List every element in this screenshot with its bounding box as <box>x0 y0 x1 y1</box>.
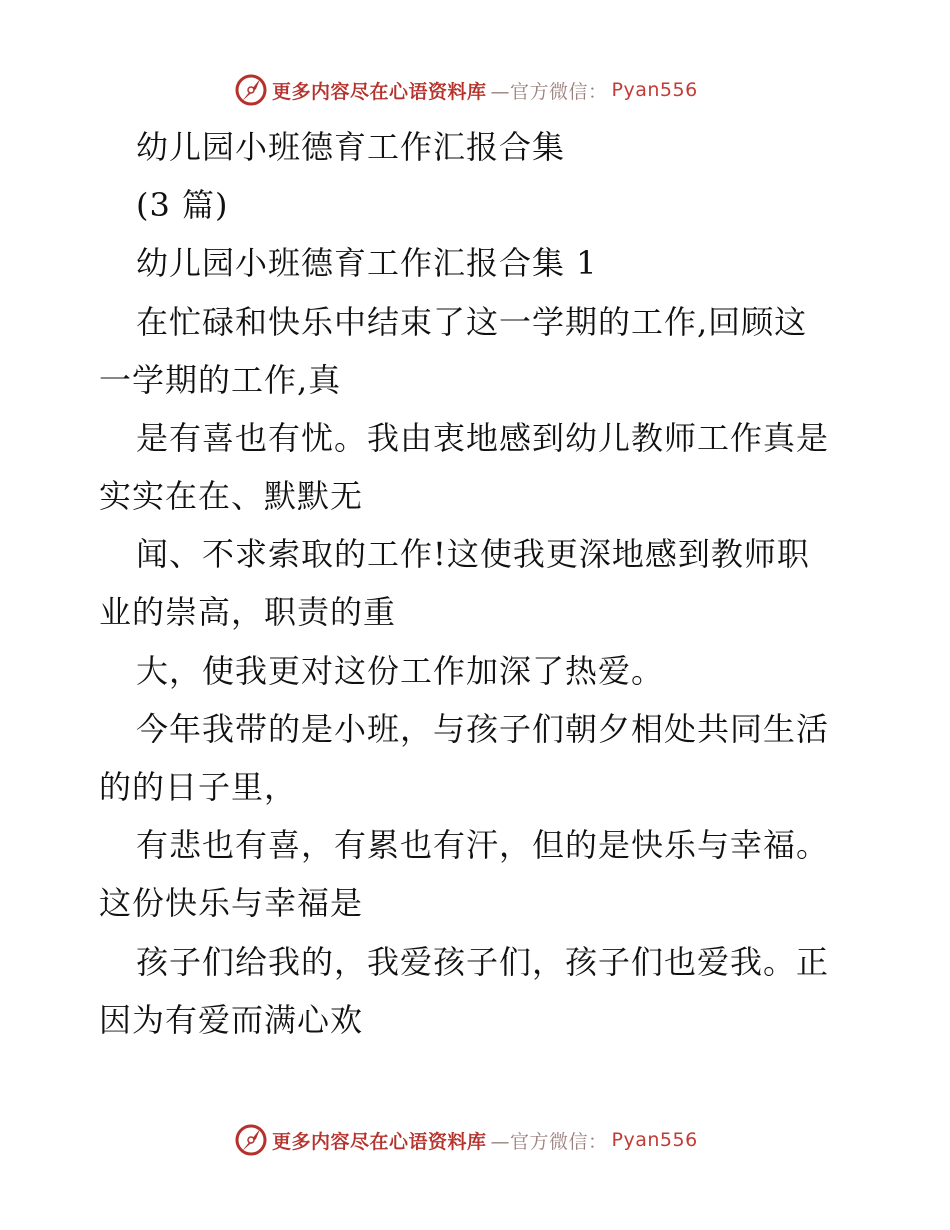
banner-wechat-id: Pyan556 <box>611 1129 698 1151</box>
paragraph-line: 今年我带的是小班，与孩子们朝夕相处共同生活 <box>136 710 830 748</box>
banner-wechat-label: —官方微信： <box>490 1130 608 1153</box>
document-title: 幼儿园小班德育工作汇报合集 <box>136 128 566 166</box>
quill-logo-icon <box>234 73 268 107</box>
paragraph-line: 的的日子里， <box>99 768 298 806</box>
banner-wechat-id: Pyan556 <box>611 79 698 101</box>
quill-logo-icon <box>234 1123 268 1157</box>
paragraph-line: 在忙碌和快乐中结束了这一学期的工作,回顾这 <box>136 303 808 341</box>
section-heading: 幼儿园小班德育工作汇报合集 1 <box>136 244 598 282</box>
footer-banner <box>234 1122 698 1158</box>
paragraph-line: 大，使我更对这份工作加深了热爱。 <box>136 652 665 690</box>
paragraph-line: 业的崇高，职责的重 <box>99 593 397 631</box>
paragraph-line: 闻、不求索取的工作!这使我更深地感到教师职 <box>136 535 810 573</box>
paragraph-line: 有悲也有喜，有累也有汗，但的是快乐与幸福。 <box>136 826 830 864</box>
paragraph-line: 这份快乐与幸福是 <box>99 884 364 922</box>
banner-wechat-label: —官方微信： <box>490 80 608 103</box>
document-subtitle: (3 篇) <box>136 186 229 224</box>
paragraph-line: 孩子们给我的，我爱孩子们，孩子们也爱我。正 <box>136 943 830 981</box>
banner-library-text: 更多内容尽在心语资料库 <box>272 1130 487 1153</box>
header-banner <box>234 72 698 108</box>
paragraph-line: 实实在在、默默无 <box>99 477 364 515</box>
paragraph-line: 因为有爱而满心欢 <box>99 1001 364 1039</box>
paragraph-line: 一学期的工作,真 <box>99 361 342 399</box>
banner-library-text: 更多内容尽在心语资料库 <box>272 80 487 103</box>
paragraph-line: 是有喜也有忧。我由衷地感到幼儿教师工作真是 <box>136 419 830 457</box>
